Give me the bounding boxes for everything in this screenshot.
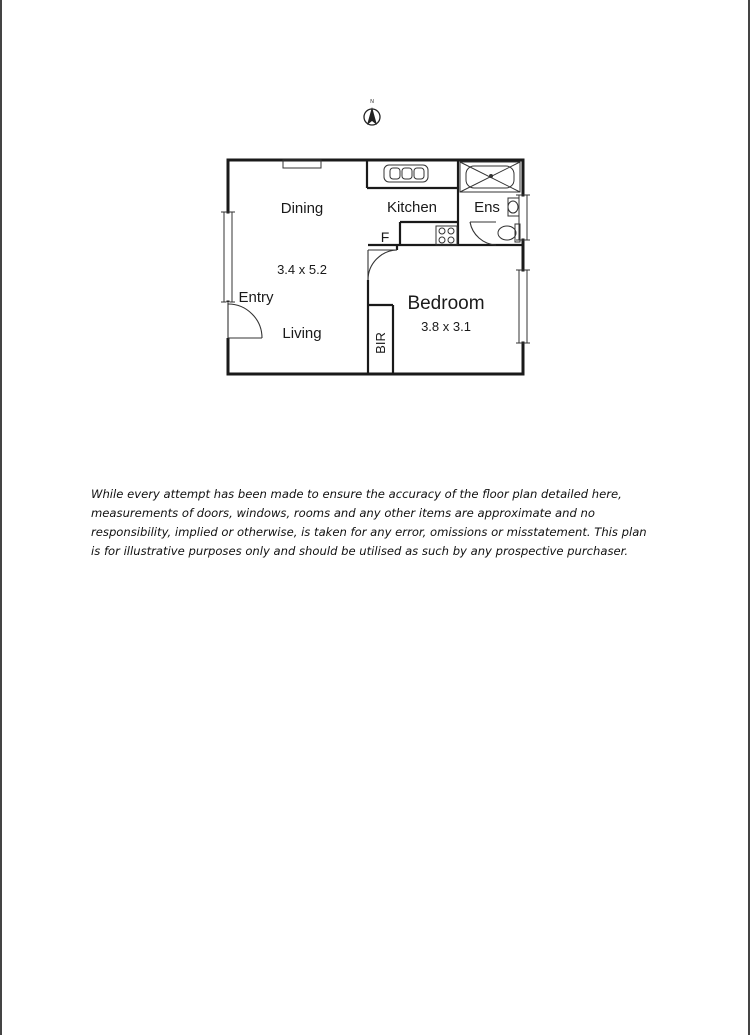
cooktop-icon bbox=[436, 226, 457, 245]
room-label-bedroom: Bedroom bbox=[407, 293, 485, 314]
room-label-bir: BIR bbox=[373, 332, 388, 354]
bedroom-dimensions: 3.8 x 3.1 bbox=[421, 319, 471, 334]
bathtub-icon bbox=[460, 162, 520, 192]
room-label-ensuite: Ens bbox=[474, 199, 500, 216]
room-label-living: Living bbox=[282, 325, 322, 342]
room-label-dining: Dining bbox=[280, 200, 324, 217]
fridge-label: F bbox=[380, 229, 390, 245]
room-label-entry: Entry bbox=[238, 289, 274, 306]
toilet-icon bbox=[498, 224, 520, 242]
living-dimensions: 3.4 x 5.2 bbox=[277, 262, 327, 277]
floor-plan bbox=[0, 0, 750, 420]
north-arrow-icon bbox=[364, 99, 380, 125]
disclaimer-text: While every attempt has been made to ensure the accuracy of the floor plan detailed here, measurements of doors, windows, rooms and any other items are approximate and no responsibility, implied or otherwise, is taken for any error, omissions or misstatement. This plan is for illustrative purposes only and should be utilised as such by any prospective purchaser. bbox=[91, 487, 647, 558]
compass-north-label: N bbox=[370, 99, 374, 105]
kitchen-sink-icon bbox=[384, 165, 428, 182]
room-label-kitchen: Kitchen bbox=[386, 199, 438, 216]
basin-icon bbox=[508, 198, 519, 216]
